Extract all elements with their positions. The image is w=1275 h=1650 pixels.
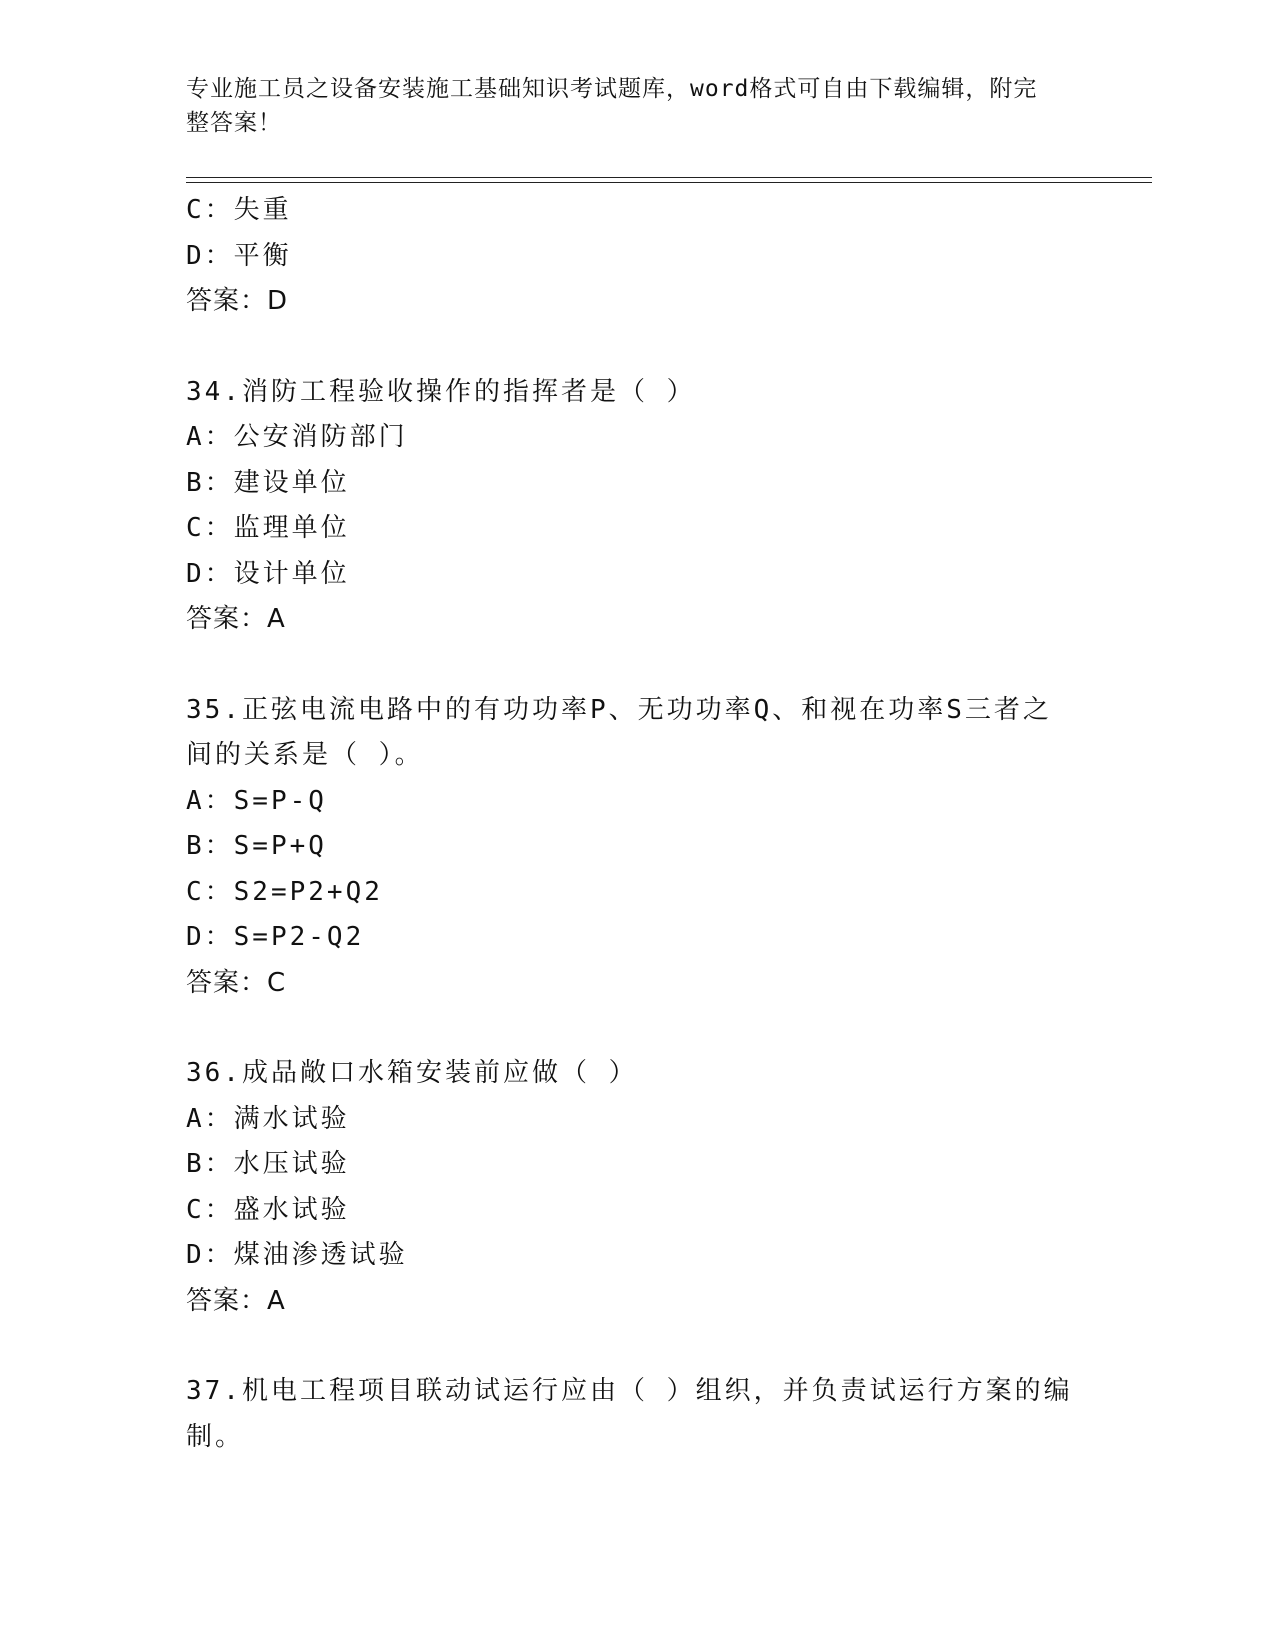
- option-c: C：S2=P2+Q2: [186, 876, 383, 907]
- header-line-1: 专业施工员之设备安装施工基础知识考试题库，word格式可自由下载编辑，附完: [186, 76, 1038, 102]
- header-divider-top: [186, 177, 1152, 178]
- header-divider-bottom: [186, 182, 1152, 183]
- question-stem-line-1: 35.正弦电流电路中的有功功率P、无功功率Q、和视在功率S三者之: [186, 694, 1052, 725]
- answer: 答案：D: [186, 286, 289, 316]
- question-stem: 34.消防工程验收操作的指挥者是（ ）: [186, 376, 696, 407]
- question-stem-line-2: 制。: [186, 1421, 245, 1452]
- answer: 答案：A: [186, 604, 286, 634]
- option-b: B：水压试验: [186, 1149, 350, 1179]
- option-a: A：满水试验: [186, 1103, 350, 1134]
- option-c: C：盛水试验: [186, 1194, 350, 1225]
- option-a: A：S=P-Q: [186, 785, 327, 816]
- answer: 答案：A: [186, 1285, 286, 1316]
- question-36: [186, 1051, 1086, 1324]
- question-stem: 36.成品敞口水箱安装前应做（ ）: [186, 1058, 638, 1088]
- question-stem-line-1: 37.机电工程项目联动试运行应由（ ）组织，并负责试运行方案的编: [186, 1376, 1073, 1406]
- option-a: A：公安消防部门: [186, 422, 408, 452]
- option-d: D：煤油渗透试验: [186, 1240, 408, 1270]
- question-37: [186, 1369, 1086, 1460]
- option-d: D：平衡: [186, 240, 292, 271]
- option-c: C：监理单位: [186, 513, 350, 543]
- document-header: [186, 72, 1066, 140]
- option-b: B：S=P+Q: [186, 831, 327, 861]
- question-34: [186, 370, 1086, 643]
- question-35: [186, 688, 1086, 1007]
- document-body: [186, 188, 1086, 1460]
- option-b: B：建设单位: [186, 467, 350, 498]
- question-carryover: [186, 188, 1086, 325]
- answer: 答案：C: [186, 967, 287, 998]
- question-stem-line-2: 间的关系是（ ）。: [186, 740, 424, 770]
- header-line-2: 整答案！: [186, 110, 282, 136]
- option-d: D：S=P2-Q2: [186, 922, 365, 952]
- option-c: C：失重: [186, 195, 292, 225]
- option-d: D：设计单位: [186, 558, 350, 589]
